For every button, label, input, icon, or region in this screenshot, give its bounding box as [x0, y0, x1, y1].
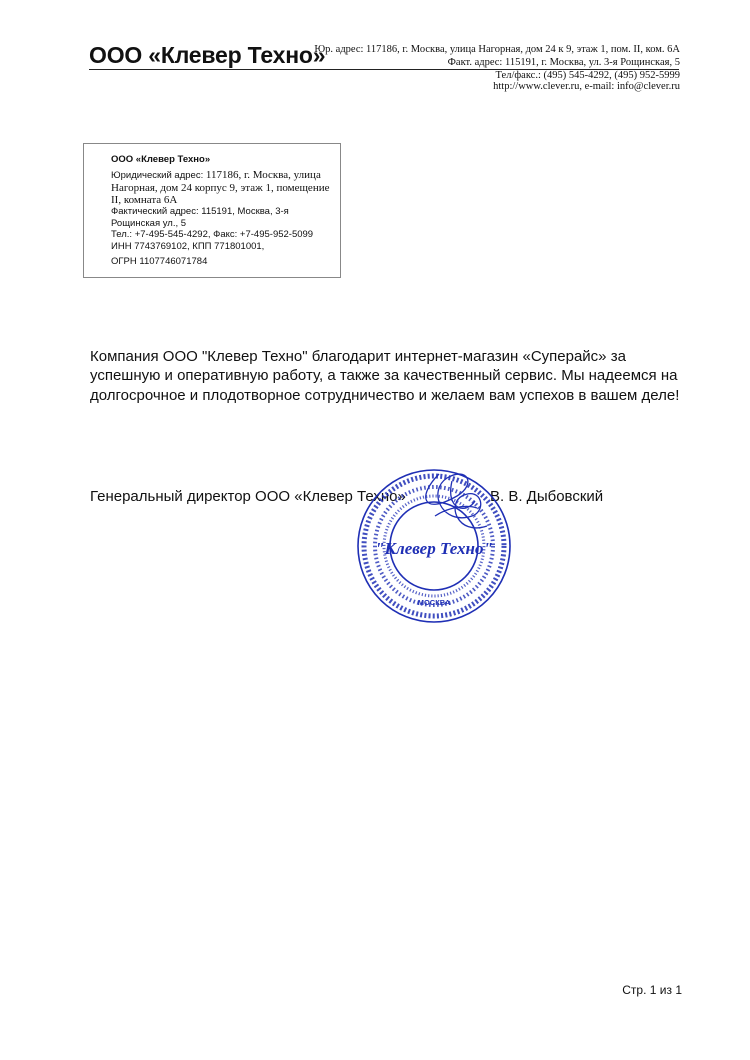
letterhead-legal-address: Юр. адрес: 117186, г. Москва, улица Нагорная, дом 24 к 9, этаж 1, пом. II, ком. 6А [314, 44, 680, 55]
address-box-ogrn: ОГРН 1107746071784 [111, 256, 208, 267]
address-box-legal-value: 117186, г. Москва, улица Нагорная, дом 24 корпус 9, этаж 1, помещение II, комната 6А [111, 169, 330, 206]
signature-name: В. В. Дыбовский [490, 488, 604, 505]
letterhead-phone-fax: Тел/факс.: (495) 545-4292, (495) 952-5999 [495, 70, 680, 81]
letterhead-actual-address: Факт. адрес: 115191, г. Москва, ул. 3-я Рощинская, 5 [447, 57, 680, 68]
company-stamp [347, 456, 522, 626]
signature-role: Генеральный директор ООО «Клевер Техно» [90, 488, 406, 505]
letter-body: Компания ООО "Клевер Техно" благодарит интернет-магазин «Суперайс» за успешную и оперативную работу, а также за качественный сервис. Мы надеемся на долгосрочное и плодотворное сотрудничество и желаем вам успехов в вашем деле! [90, 348, 680, 404]
page-number: Стр. 1 из 1 [622, 983, 682, 997]
letterhead-company-name: ООО «Клевер Техно» [89, 42, 326, 68]
address-box-legal-address [111, 169, 336, 206]
letterhead-web-email: http://www.clever.ru, e-mail: info@clever.ru [493, 81, 680, 92]
stamp-city-text: МОСКВА [417, 598, 451, 607]
address-box-actual-address: Фактический адрес: 115191, Москва, 3-я Рощинская ул., 5 [111, 206, 289, 229]
stamp-center-text: "Клевер Техно" [375, 539, 493, 558]
address-box-legal-label: Юридический адрес: [111, 170, 206, 181]
address-box-company: ООО «Клевер Техно» [111, 154, 211, 165]
address-box-phones: Тел.: +7-495-545-4292, Факс: +7-495-952-5099 [111, 229, 314, 240]
address-box [83, 143, 341, 278]
address-box-inn-kpp: ИНН 7743769102, КПП 771801001, [111, 240, 265, 252]
